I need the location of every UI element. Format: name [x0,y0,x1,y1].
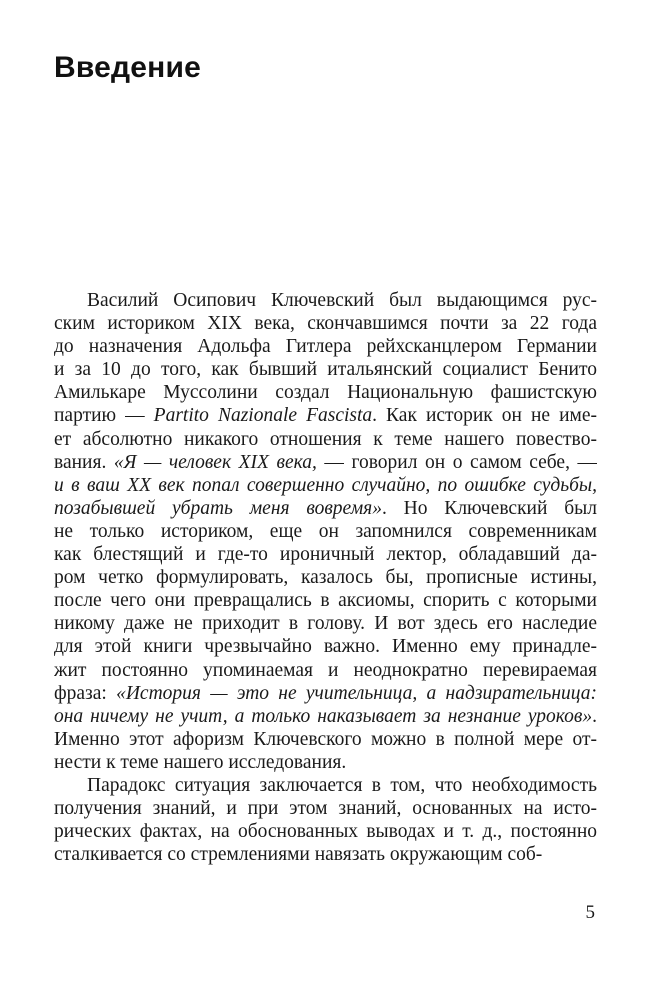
text-run: ром четко формулировать, казалось бы, прописные истины, [54,567,597,589]
chapter-title: Введение [54,51,201,84]
text-line [54,774,597,797]
text-run: Василий Осипович Ключевский был выдающимся рус- [87,290,597,311]
text-run: рических фактах, на обоснованных выводах и т. д., постоянно [54,821,597,843]
text-run: сталкивается со стремлениями навязать окружающим соб- [54,844,543,866]
text-line [54,428,597,451]
text-line [54,612,597,635]
text-line [54,705,597,728]
text-run: — говорил он о самом себе, — [316,451,597,473]
text-run: партию — [54,405,154,427]
text-line [54,659,597,682]
text-line [54,404,597,427]
text-run: для этой книги чрезвычайно важно. Именно ему принадле- [54,636,597,658]
text-line [54,451,597,474]
text-line [54,797,597,820]
text-line [54,635,597,658]
text-run: Парадокс ситуация заключается в том, что необходимость [87,774,597,796]
text-run: и за 10 до того, как бывший итальянский социалист Бенито [54,359,597,381]
italic-quote: и в ваш XX век попал совершенно случайно, по ошибке судьбы, [54,474,597,496]
italic-quote: «История — это не учительница, а надзирательница: [116,682,597,704]
italic-quote: она ничему не учит, а только наказывает за незнание уроков» [54,705,593,727]
text-line [54,474,597,497]
text-line [54,682,597,705]
text-line [54,335,597,358]
text-run: . [592,705,597,727]
page-number: 5 [585,902,595,923]
text-line [54,589,597,612]
body-text [54,289,597,866]
paragraph [54,774,597,866]
text-line [54,728,597,751]
text-line [54,312,597,335]
italic-quote: «Я — человек XIX века, [113,451,317,473]
text-run: фраза: [54,682,117,704]
italic-quote: позабывшей убрать меня вовремя» [54,497,382,519]
text-line [54,520,597,543]
text-run: . Но Ключевский был [381,497,597,519]
text-run: вания. [54,451,114,473]
text-line [54,543,597,566]
text-line [54,751,597,774]
text-run: ским историком XIX века, скончавшимся почти за 22 года [54,313,597,335]
text-line [54,497,597,520]
text-run: после чего они превращались в аксиомы, спорить с которыми [54,590,597,612]
text-line [54,820,597,843]
italic-quote: Partito Nazionale Fascista [153,405,373,427]
text-run: не только историком, еще он запомнился современникам [54,520,597,542]
text-line [54,843,597,866]
text-run: до назначения Адольфа Гитлера рейхсканцлером Германии [54,336,597,358]
text-run: как блестящий и где-то ироничный лектор, обладавший да- [54,544,597,566]
text-run: Именно этот афоризм Ключевского можно в полной мере от- [54,728,597,750]
text-run: нести к теме нашего исследования. [54,751,347,773]
text-run: Амилькаре Муссолини создал Национальную фашистскую [54,382,597,404]
text-run: . Как историк он не име- [372,405,597,427]
text-run: жит постоянно упоминаемая и неоднократно перевираемая [54,659,597,681]
text-line [54,289,597,312]
text-run: никому даже не приходит в голову. И вот здесь его наследие [54,613,597,635]
text-line [54,381,597,404]
paragraph [54,289,597,774]
text-run: получения знаний, и при этом знаний, основанных на исто- [54,798,597,820]
text-run: ет абсолютно никакого отношения к теме нашего повествo- [54,428,597,450]
text-line [54,358,597,381]
text-line [54,566,597,589]
